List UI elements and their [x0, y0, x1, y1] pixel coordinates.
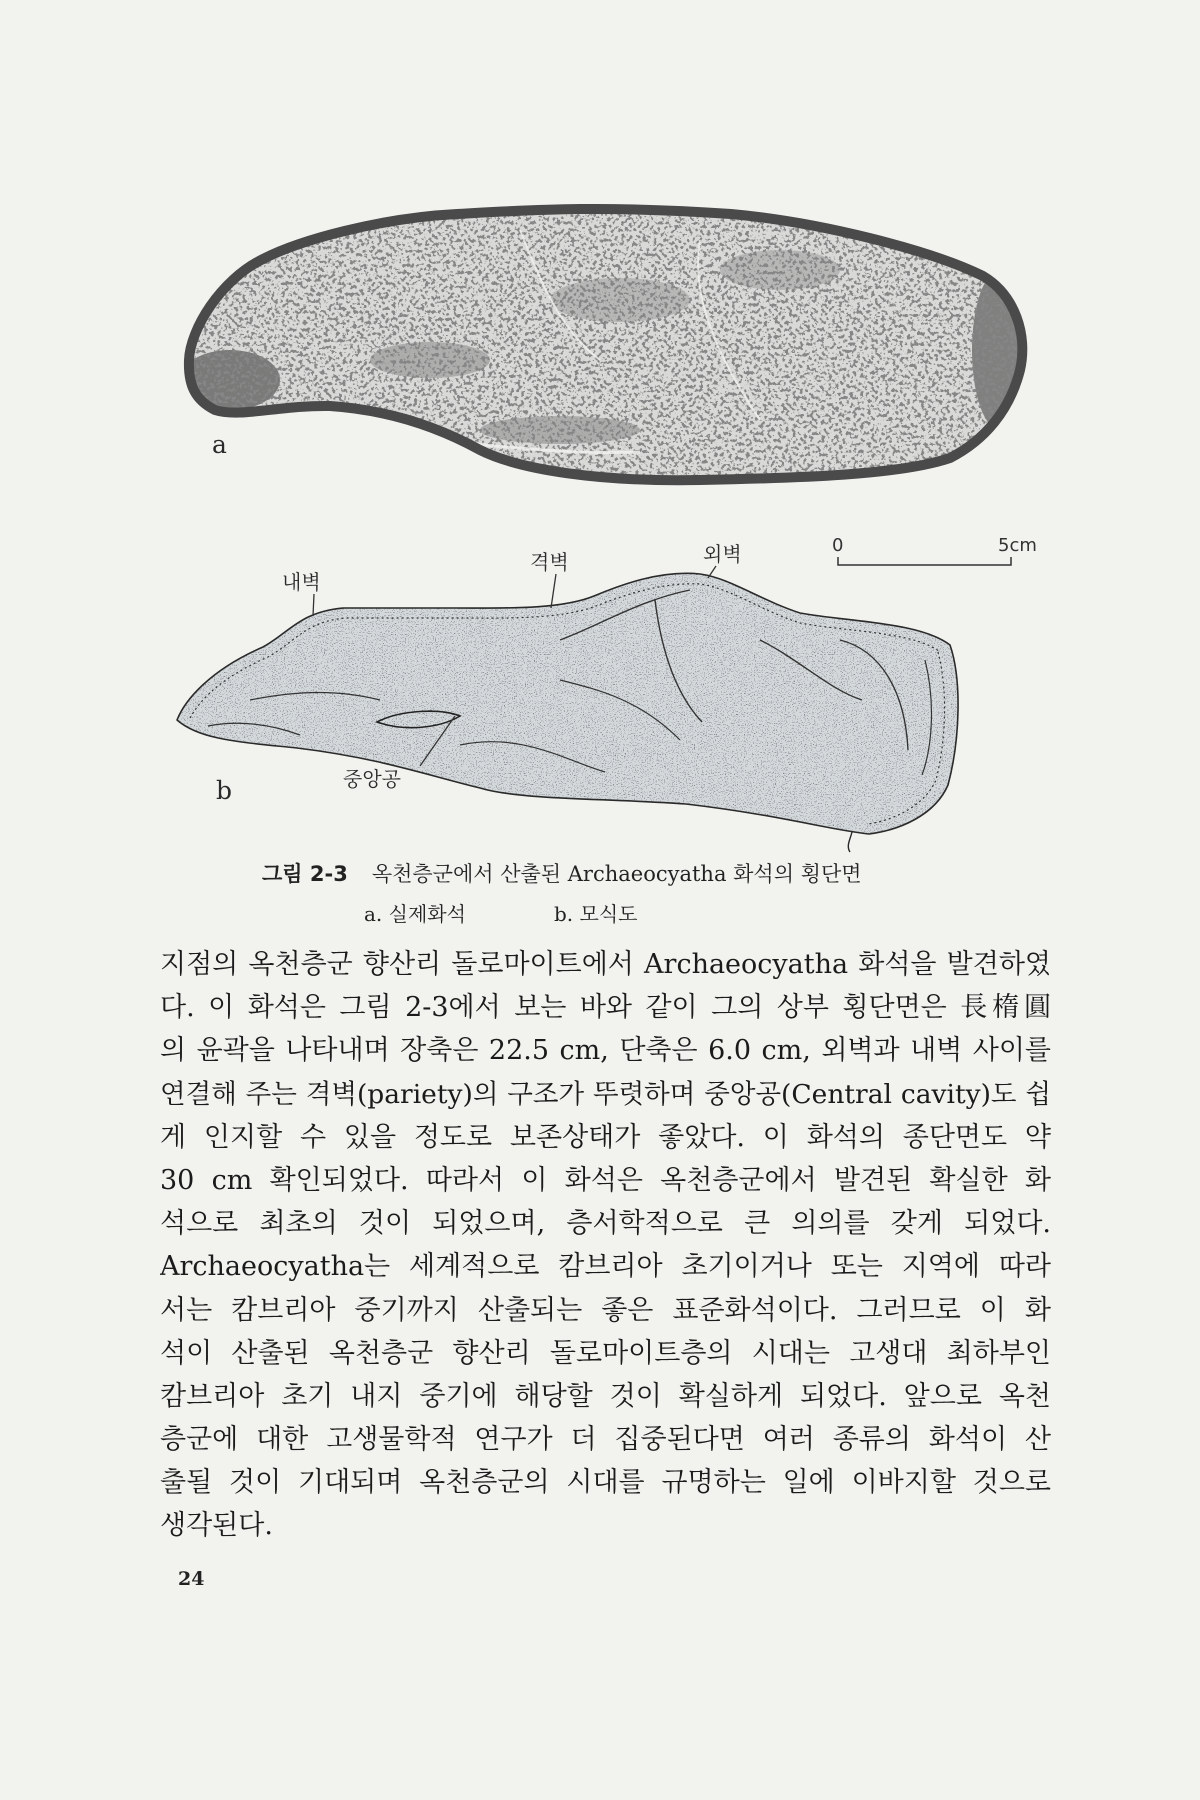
- annotation-outer-wall: 외벽: [703, 542, 742, 566]
- scale-bar: [838, 557, 1011, 565]
- body-line: 서는 캄브리아 중기까지 산출되는 좋은 표준화석이다. 그러므로 이 화: [160, 1294, 1051, 1326]
- body-line: 캄브리아 초기 내지 중기에 해당할 것이 확실하게 되었다. 앞으로 옥천: [160, 1380, 1051, 1412]
- scale-bar-start-label: 0: [832, 535, 844, 556]
- body-line: 석으로 최초의 것이 되었으며, 층서학적으로 큰 의의를 갖게 되었다.: [160, 1208, 1051, 1240]
- schematic-drawing-b: [170, 560, 970, 852]
- specimen-photo-a: [180, 195, 1040, 495]
- scale-bar-end-label: 5cm: [998, 535, 1037, 556]
- figure-caption: [262, 858, 1022, 888]
- body-line: 지점의 옥천층군 향산리 돌로마이트에서 Archaeocyatha 화석을 발견하였: [160, 949, 1051, 980]
- annotation-septum: 격벽: [530, 550, 569, 574]
- body-line: 30 cm 확인되었다. 따라서 이 화석은 옥천층군에서 발견된 확실한 화: [160, 1164, 1051, 1196]
- body-line: 게 인지할 수 있을 정도로 보존상태가 좋았다. 이 화석의 종단면도 약: [160, 1121, 1051, 1153]
- annotation-inner-wall: 내벽: [282, 570, 321, 594]
- caption-text: 옥천층군에서 산출된 Archaeocyatha 화석의 횡단면: [371, 862, 862, 886]
- body-line: Archaeocyatha는 세계적으로 캄브리아 초기이거나 또는 지역에 따라: [160, 1251, 1051, 1283]
- body-line: 연결해 주는 격벽(pariety)의 구조가 뚜렷하며 중앙공(Central cavity)도 쉽: [160, 1078, 1051, 1110]
- caption-number: 그림 2-3: [262, 862, 348, 886]
- body-line: 층군에 대한 고생물학적 연구가 더 집중된다면 여러 종류의 화석이 산: [160, 1424, 1051, 1456]
- figure-label-b: b: [216, 776, 233, 805]
- drawing-tail: [848, 832, 852, 852]
- body-line: 다. 이 화석은 그림 2-3에서 보는 바와 같이 그의 상부 횡단면은 長楕圓: [160, 992, 1051, 1024]
- subcaption-a: a. 실제화석: [364, 902, 466, 926]
- body-line: 석이 산출된 옥천층군 향산리 돌로마이트층의 시대는 고생대 최하부인: [160, 1337, 1051, 1369]
- leader-septum: [551, 574, 556, 608]
- figure-label-a: a: [212, 430, 227, 459]
- body-paragraph: [160, 943, 1051, 1548]
- leader-inner-wall: [313, 594, 314, 616]
- body-line: 의 윤곽을 나타내며 장축은 22.5 cm, 단축은 6.0 cm, 외벽과 내벽 사이를: [160, 1035, 1051, 1067]
- annotation-central-cavity: 중앙공: [343, 767, 401, 791]
- page-number: 24: [178, 1568, 205, 1590]
- figure-2-3: [0, 0, 1200, 860]
- body-line: 출될 것이 기대되며 옥천층군의 시대를 규명하는 일에 이바지할 것으로: [160, 1467, 1051, 1499]
- subcaption-b: b. 모식도: [554, 902, 638, 926]
- body-line: 생각된다.: [160, 1510, 273, 1542]
